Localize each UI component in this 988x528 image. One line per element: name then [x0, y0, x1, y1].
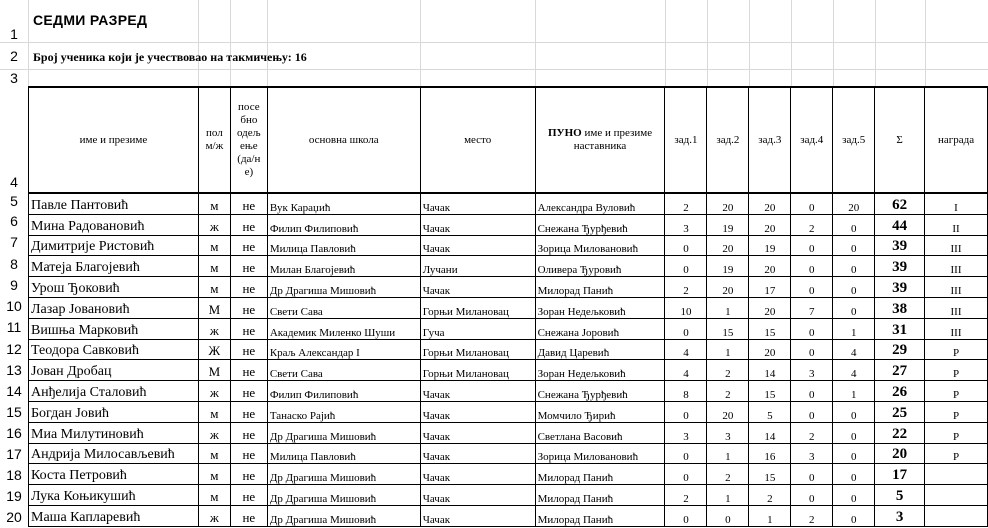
student-name[interactable]: Лука Коњикушић	[29, 485, 199, 506]
table-row	[29, 443, 988, 464]
school-name[interactable]: Др Драгиша Мишовић	[267, 505, 420, 526]
task-1-score[interactable]: 3	[665, 214, 707, 235]
header-task-1[interactable]: зад.1	[665, 87, 707, 193]
task-3-score[interactable]: 15	[749, 381, 791, 402]
total-score[interactable]: 17	[875, 464, 925, 485]
table-row	[29, 235, 988, 256]
school-name[interactable]: Др Драгиша Мишовић	[267, 485, 420, 506]
total-score[interactable]: 25	[875, 401, 925, 422]
total-score[interactable]: 38	[875, 297, 925, 318]
task-3-score[interactable]: 14	[749, 422, 791, 443]
student-sex[interactable]: М	[198, 297, 230, 318]
gridline	[875, 0, 876, 86]
school-name[interactable]: Свети Сава	[267, 360, 420, 381]
student-sex[interactable]: ж	[198, 381, 230, 402]
school-name[interactable]: Милица Павловић	[267, 443, 420, 464]
gridline	[198, 0, 199, 86]
task-5-score[interactable]: 0	[833, 464, 875, 485]
task-3-score[interactable]: 20	[749, 297, 791, 318]
school-name[interactable]: Академик Миленко Шуши	[267, 318, 420, 339]
task-1-score[interactable]: 0	[665, 235, 707, 256]
row-number[interactable]: 16	[6, 425, 22, 441]
school-name[interactable]: Др Драгиша Мишовић	[267, 277, 420, 298]
place-name[interactable]: Лучани	[420, 256, 535, 277]
table-row	[29, 422, 988, 443]
student-name[interactable]: Маша Капларевић	[29, 505, 199, 526]
task-2-score[interactable]: 15	[707, 318, 749, 339]
task-4-score[interactable]: 0	[791, 339, 833, 360]
task-3-score[interactable]: 15	[749, 318, 791, 339]
school-name[interactable]: Вук Караџић	[267, 193, 420, 214]
task-1-score[interactable]: 3	[665, 422, 707, 443]
mentor-name[interactable]: Давид Царевић	[535, 339, 665, 360]
gridline	[749, 0, 750, 86]
row-number[interactable]: 20	[6, 509, 22, 525]
student-name[interactable]: Теодора Савковић	[29, 339, 199, 360]
student-sex[interactable]: м	[198, 485, 230, 506]
task-4-score[interactable]: 3	[791, 360, 833, 381]
task-4-score[interactable]: 0	[791, 381, 833, 402]
separate-class[interactable]: не	[230, 193, 267, 214]
table-row	[29, 193, 988, 214]
award-cell[interactable]: III	[925, 256, 988, 277]
mentor-name[interactable]: Зоран Недељковић	[535, 360, 665, 381]
task-2-score[interactable]: 0	[707, 505, 749, 526]
separate-class[interactable]: не	[230, 381, 267, 402]
separate-class[interactable]: не	[230, 485, 267, 506]
mentor-name[interactable]: Снежана Јоровић	[535, 318, 665, 339]
row-number[interactable]: 1	[10, 26, 18, 42]
award-cell[interactable]: I	[925, 193, 988, 214]
award-cell[interactable]: Р	[925, 422, 988, 443]
school-name[interactable]: Филип Филиповић	[267, 381, 420, 402]
task-3-score[interactable]: 17	[749, 277, 791, 298]
table-row	[29, 381, 988, 402]
award-cell[interactable]: Р	[925, 339, 988, 360]
mentor-name[interactable]: Зорица Миловановић	[535, 443, 665, 464]
student-sex[interactable]: м	[198, 256, 230, 277]
task-3-score[interactable]: 5	[749, 401, 791, 422]
separate-class[interactable]: не	[230, 297, 267, 318]
place-name[interactable]: Чачак	[420, 193, 535, 214]
student-sex[interactable]: м	[198, 193, 230, 214]
header-name[interactable]: име и презиме	[29, 87, 199, 193]
award-cell[interactable]: Р	[925, 401, 988, 422]
task-5-score[interactable]: 20	[833, 193, 875, 214]
mentor-name[interactable]: Милорад Панић	[535, 485, 665, 506]
header-task-4[interactable]: зад.4	[791, 87, 833, 193]
task-4-score[interactable]: 0	[791, 193, 833, 214]
mentor-name[interactable]: Светлана Васовић	[535, 422, 665, 443]
award-cell[interactable]	[925, 464, 988, 485]
total-score[interactable]: 62	[875, 193, 925, 214]
task-5-score[interactable]: 0	[833, 277, 875, 298]
place-name[interactable]: Горњи Милановац	[420, 297, 535, 318]
total-score[interactable]: 31	[875, 318, 925, 339]
place-name[interactable]: Чачак	[420, 464, 535, 485]
gridline	[28, 0, 29, 86]
task-2-score[interactable]: 20	[707, 401, 749, 422]
mentor-name[interactable]: Момчило Ђирић	[535, 401, 665, 422]
student-sex[interactable]: м	[198, 235, 230, 256]
header-place[interactable]: место	[420, 87, 535, 193]
place-name[interactable]: Чачак	[420, 381, 535, 402]
task-1-score[interactable]: 10	[665, 297, 707, 318]
place-name[interactable]: Чачак	[420, 235, 535, 256]
row-number[interactable]: 2	[10, 48, 18, 64]
total-score[interactable]: 26	[875, 381, 925, 402]
header-sex[interactable]: пол м/ж	[198, 87, 230, 193]
task-4-score[interactable]: 3	[791, 443, 833, 464]
total-score[interactable]: 20	[875, 443, 925, 464]
award-cell[interactable]	[925, 505, 988, 526]
task-3-score[interactable]: 20	[749, 339, 791, 360]
award-cell[interactable]: III	[925, 297, 988, 318]
task-4-score[interactable]: 0	[791, 235, 833, 256]
gridline	[791, 0, 792, 86]
row-number[interactable]: 7	[10, 234, 18, 250]
total-score[interactable]: 39	[875, 235, 925, 256]
task-3-score[interactable]: 20	[749, 214, 791, 235]
gridline	[0, 69, 988, 70]
header-award[interactable]: награда	[925, 87, 988, 193]
school-name[interactable]: Филип Филиповић	[267, 214, 420, 235]
gridline	[535, 0, 536, 86]
task-2-score[interactable]: 2	[707, 360, 749, 381]
gridline	[925, 0, 926, 86]
table-row	[29, 464, 988, 485]
task-5-score[interactable]: 1	[833, 318, 875, 339]
student-sex[interactable]: ж	[198, 214, 230, 235]
mentor-name[interactable]: Зоран Недељковић	[535, 297, 665, 318]
results-body	[29, 193, 988, 526]
gridline	[230, 0, 231, 86]
task-4-score[interactable]: 0	[791, 485, 833, 506]
task-3-score[interactable]: 1	[749, 505, 791, 526]
student-name[interactable]: Димитрије Ристовић	[29, 235, 199, 256]
place-name[interactable]: Чачак	[420, 277, 535, 298]
separate-class[interactable]: не	[230, 464, 267, 485]
school-name[interactable]: Др Драгиша Мишовић	[267, 464, 420, 485]
total-score[interactable]: 5	[875, 485, 925, 506]
student-name[interactable]: Павле Пантовић	[29, 193, 199, 214]
task-4-score[interactable]: 0	[791, 256, 833, 277]
task-5-score[interactable]: 0	[833, 485, 875, 506]
table-row	[29, 214, 988, 235]
results-table	[28, 86, 988, 527]
place-name[interactable]: Чачак	[420, 485, 535, 506]
student-sex[interactable]: ж	[198, 318, 230, 339]
row-number[interactable]: 10	[6, 298, 22, 314]
student-sex[interactable]: Ж	[198, 339, 230, 360]
task-4-score[interactable]: 7	[791, 297, 833, 318]
task-2-score[interactable]: 20	[707, 235, 749, 256]
gridline	[0, 42, 988, 43]
header-sum[interactable]: Σ	[875, 87, 925, 193]
task-2-score[interactable]: 20	[707, 277, 749, 298]
task-3-score[interactable]: 15	[749, 464, 791, 485]
mentor-name[interactable]: Оливера Ђуровић	[535, 256, 665, 277]
task-4-score[interactable]: 0	[791, 318, 833, 339]
row-number[interactable]: 6	[10, 213, 18, 229]
task-4-score[interactable]: 0	[791, 464, 833, 485]
table-row	[29, 256, 988, 277]
school-name[interactable]: Танаско Рајић	[267, 401, 420, 422]
task-3-score[interactable]: 2	[749, 485, 791, 506]
task-1-score[interactable]: 2	[665, 193, 707, 214]
award-cell[interactable]: III	[925, 235, 988, 256]
task-5-score[interactable]: 0	[833, 214, 875, 235]
row-number[interactable]: 14	[6, 383, 22, 399]
place-name[interactable]: Чачак	[420, 401, 535, 422]
header-task-3[interactable]: зад.3	[749, 87, 791, 193]
student-name[interactable]: Матеја Благојевић	[29, 256, 199, 277]
separate-class[interactable]: не	[230, 214, 267, 235]
row-number[interactable]: 17	[6, 446, 22, 462]
separate-class[interactable]: не	[230, 318, 267, 339]
header-separate-class[interactable]: посе бно одељ ење (да/н е)	[230, 87, 267, 193]
task-5-score[interactable]: 0	[833, 235, 875, 256]
task-5-score[interactable]: 4	[833, 339, 875, 360]
task-1-score[interactable]: 0	[665, 318, 707, 339]
task-5-score[interactable]: 0	[833, 443, 875, 464]
total-score[interactable]: 3	[875, 505, 925, 526]
task-5-score[interactable]: 0	[833, 256, 875, 277]
student-sex[interactable]: м	[198, 277, 230, 298]
student-sex[interactable]: м	[198, 443, 230, 464]
row-number[interactable]: 9	[10, 277, 18, 293]
table-row	[29, 318, 988, 339]
row-number[interactable]: 19	[6, 488, 22, 504]
table-row	[29, 360, 988, 381]
total-score[interactable]: 44	[875, 214, 925, 235]
student-name[interactable]: Миа Милутиновић	[29, 422, 199, 443]
header-task-2[interactable]: зад.2	[707, 87, 749, 193]
award-cell[interactable]: Р	[925, 360, 988, 381]
gridline	[707, 0, 708, 86]
student-name[interactable]: Мина Радовановић	[29, 214, 199, 235]
gridline	[833, 0, 834, 86]
table-row	[29, 401, 988, 422]
header-mentor[interactable]	[535, 87, 665, 193]
task-4-score[interactable]: 2	[791, 214, 833, 235]
mentor-name[interactable]: Снежана Ђурђевић	[535, 214, 665, 235]
total-score[interactable]: 29	[875, 339, 925, 360]
student-sex[interactable]: ж	[198, 422, 230, 443]
task-2-score[interactable]: 19	[707, 256, 749, 277]
student-name[interactable]: Лазар Јовановић	[29, 297, 199, 318]
school-name[interactable]: Краљ Александар I	[267, 339, 420, 360]
task-2-score[interactable]: 19	[707, 214, 749, 235]
task-2-score[interactable]: 2	[707, 464, 749, 485]
row-number[interactable]: 15	[6, 404, 22, 420]
task-1-score[interactable]: 4	[665, 339, 707, 360]
task-3-score[interactable]: 19	[749, 235, 791, 256]
school-name[interactable]: Милица Павловић	[267, 235, 420, 256]
mentor-name[interactable]: Зорица Миловановић	[535, 235, 665, 256]
total-score[interactable]: 39	[875, 277, 925, 298]
place-name[interactable]: Горњи Милановац	[420, 360, 535, 381]
student-name[interactable]: Јован Дробац	[29, 360, 199, 381]
place-name[interactable]: Чачак	[420, 505, 535, 526]
task-2-score[interactable]: 1	[707, 297, 749, 318]
mentor-name[interactable]: Милорад Панић	[535, 277, 665, 298]
task-1-score[interactable]: 2	[665, 485, 707, 506]
row-number[interactable]: 5	[10, 193, 18, 209]
row-number[interactable]: 18	[6, 467, 22, 483]
table-row	[29, 339, 988, 360]
mentor-name[interactable]: Александра Вуловић	[535, 193, 665, 214]
task-4-score[interactable]: 0	[791, 401, 833, 422]
school-name[interactable]: Свети Сава	[267, 297, 420, 318]
mentor-name[interactable]: Милорад Панић	[535, 505, 665, 526]
row-number[interactable]: 4	[10, 174, 18, 190]
mentor-name[interactable]: Снежана Ђурђевић	[535, 381, 665, 402]
task-5-score[interactable]: 4	[833, 360, 875, 381]
task-4-score[interactable]: 2	[791, 422, 833, 443]
row-number[interactable]: 8	[10, 256, 18, 272]
student-name[interactable]: Анђелија Сталовић	[29, 381, 199, 402]
header-school[interactable]: основна школа	[267, 87, 420, 193]
task-1-score[interactable]: 0	[665, 443, 707, 464]
gridline	[267, 0, 268, 86]
place-name[interactable]: Гуча	[420, 318, 535, 339]
place-name[interactable]: Чачак	[420, 422, 535, 443]
place-name[interactable]: Горњи Милановац	[420, 339, 535, 360]
header-mentor-bold: ПУНО	[547, 127, 582, 139]
task-3-score[interactable]: 14	[749, 360, 791, 381]
separate-class[interactable]: не	[230, 443, 267, 464]
separate-class[interactable]: не	[230, 339, 267, 360]
award-cell[interactable]	[925, 485, 988, 506]
task-3-score[interactable]: 20	[749, 256, 791, 277]
mentor-name[interactable]: Милорад Панић	[535, 464, 665, 485]
sheet-title[interactable]: СЕДМИ РАЗРЕД	[33, 12, 148, 28]
total-score[interactable]: 39	[875, 256, 925, 277]
task-4-score[interactable]: 2	[791, 505, 833, 526]
award-cell[interactable]: Р	[925, 443, 988, 464]
school-name[interactable]: Милан Благојевић	[267, 256, 420, 277]
place-name[interactable]: Чачак	[420, 214, 535, 235]
separate-class[interactable]: не	[230, 277, 267, 298]
student-sex[interactable]: м	[198, 401, 230, 422]
student-sex[interactable]: ж	[198, 505, 230, 526]
task-2-score[interactable]: 3	[707, 422, 749, 443]
student-sex[interactable]: м	[198, 464, 230, 485]
place-name[interactable]: Чачак	[420, 443, 535, 464]
task-1-score[interactable]: 4	[665, 360, 707, 381]
separate-class[interactable]: не	[230, 360, 267, 381]
task-2-score[interactable]: 20	[707, 193, 749, 214]
separate-class[interactable]: не	[230, 235, 267, 256]
table-row	[29, 485, 988, 506]
task-2-score[interactable]: 2	[707, 381, 749, 402]
row-number[interactable]: 13	[6, 362, 22, 378]
award-cell[interactable]: III	[925, 318, 988, 339]
table-row	[29, 505, 988, 526]
task-5-score[interactable]: 0	[833, 422, 875, 443]
task-3-score[interactable]: 16	[749, 443, 791, 464]
task-5-score[interactable]: 0	[833, 297, 875, 318]
task-3-score[interactable]: 20	[749, 193, 791, 214]
table-row	[29, 297, 988, 318]
task-2-score[interactable]: 1	[707, 443, 749, 464]
task-1-score[interactable]: 0	[665, 464, 707, 485]
task-1-score[interactable]: 8	[665, 381, 707, 402]
total-score[interactable]: 27	[875, 360, 925, 381]
participant-count[interactable]: Број ученика који је учествовао на такмичењу: 16	[33, 50, 307, 64]
school-name[interactable]: Др Драгиша Мишовић	[267, 422, 420, 443]
task-1-score[interactable]: 0	[665, 401, 707, 422]
task-1-score[interactable]: 0	[665, 505, 707, 526]
gridline	[420, 0, 421, 86]
student-sex[interactable]: М	[198, 360, 230, 381]
task-2-score[interactable]: 1	[707, 485, 749, 506]
award-cell[interactable]: II	[925, 214, 988, 235]
task-1-score[interactable]: 0	[665, 256, 707, 277]
student-name[interactable]: Андрија Милосављевић	[29, 443, 199, 464]
row-number[interactable]: 11	[6, 319, 22, 335]
award-cell[interactable]: III	[925, 277, 988, 298]
award-cell[interactable]: Р	[925, 381, 988, 402]
task-5-score[interactable]: 0	[833, 401, 875, 422]
task-5-score[interactable]: 1	[833, 381, 875, 402]
separate-class[interactable]: не	[230, 256, 267, 277]
header-task-5[interactable]: зад.5	[833, 87, 875, 193]
separate-class[interactable]: не	[230, 422, 267, 443]
student-name[interactable]: Богдан Јовић	[29, 401, 199, 422]
task-5-score[interactable]: 0	[833, 505, 875, 526]
task-4-score[interactable]: 0	[791, 277, 833, 298]
separate-class[interactable]: не	[230, 401, 267, 422]
separate-class[interactable]: не	[230, 505, 267, 526]
task-2-score[interactable]: 1	[707, 339, 749, 360]
row-number[interactable]: 3	[10, 70, 18, 86]
table-row	[29, 277, 988, 298]
gridline	[665, 0, 666, 86]
task-1-score[interactable]: 2	[665, 277, 707, 298]
row-number[interactable]: 12	[6, 341, 22, 357]
total-score[interactable]: 22	[875, 422, 925, 443]
header-mentor-text: име и презиме наставника	[573, 127, 653, 152]
header-row	[29, 87, 988, 193]
student-name[interactable]: Коста Петровић	[29, 464, 199, 485]
student-name[interactable]: Вишња Марковић	[29, 318, 199, 339]
student-name[interactable]: Урош Ђоковић	[29, 277, 199, 298]
